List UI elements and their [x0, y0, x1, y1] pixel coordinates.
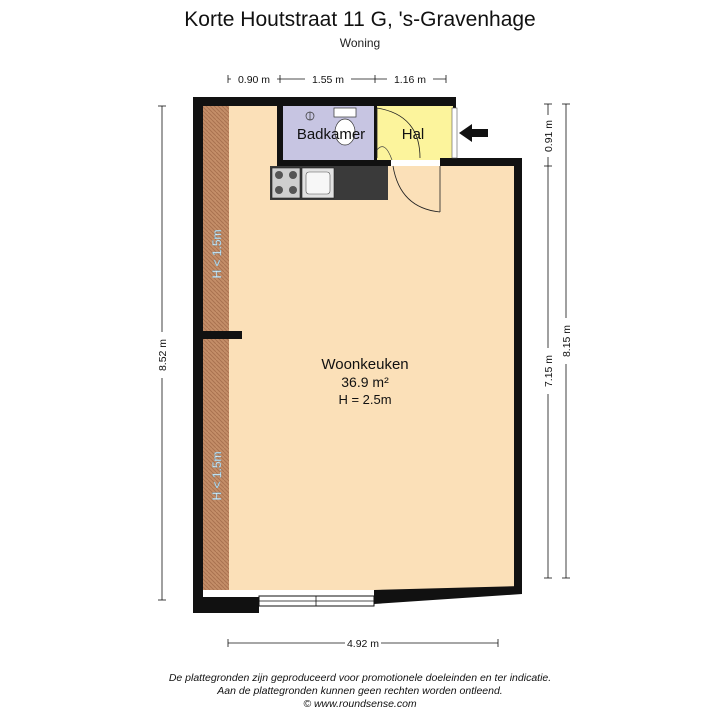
entrance-arrow-icon: [459, 124, 488, 142]
disclaimer-line-1: De plattegronden zijn geproduceerd voor promotionele doeleinden en ter indicatie.: [168, 672, 552, 684]
page-title: Korte Houtstraat 11 G, 's-Gravenhage: [184, 8, 536, 31]
wall-bottom-left: [193, 597, 259, 613]
dim-left: 8.52 m: [157, 338, 169, 372]
dim-top-2: 1.55 m: [311, 74, 345, 86]
stove-icon: [272, 168, 300, 198]
dim-right-small: 0.91 m: [543, 119, 555, 153]
woonkeuken-label: Woonkeuken: [321, 356, 409, 373]
slope-label-top: H < 1.5m: [210, 229, 224, 279]
wall-right: [514, 158, 522, 594]
wall-bath-hal: [374, 106, 377, 160]
hal-label: Hal: [401, 126, 425, 143]
hal-window: [452, 108, 457, 158]
slope-zone: [203, 106, 229, 590]
disclaimer-line-2: Aan de plattegronden kunnen geen rechten worden ontleend.: [217, 685, 503, 697]
wall-top-left: [193, 97, 455, 106]
dim-top-3: 1.16 m: [393, 74, 427, 86]
badkamer-label: Badkamer: [296, 126, 366, 143]
wall-right-top: [440, 158, 522, 166]
dim-right-mid: 7.15 m: [543, 354, 555, 388]
dim-right-total: 8.15 m: [561, 324, 573, 358]
dim-bottom: 4.92 m: [346, 638, 380, 650]
dim-top-1: 0.90 m: [237, 74, 271, 86]
kitchen-counter: [270, 166, 388, 200]
disclaimer-footer: [0, 672, 720, 711]
wall-stub: [203, 331, 242, 339]
sink-icon: [302, 168, 334, 198]
woonkeuken-height: H = 2.5m: [338, 392, 392, 407]
bottom-window: [259, 596, 374, 606]
woonkeuken-area: 36.9 m²: [341, 374, 389, 390]
copyright-link[interactable]: © www.roundsense.com: [303, 698, 417, 710]
wall-left: [193, 97, 203, 613]
wall-mid-horizontal: [277, 160, 391, 166]
slope-label-bottom: H < 1.5m: [210, 451, 224, 501]
page-subtitle: Woning: [339, 36, 381, 50]
wall-bath-left: [277, 97, 283, 166]
